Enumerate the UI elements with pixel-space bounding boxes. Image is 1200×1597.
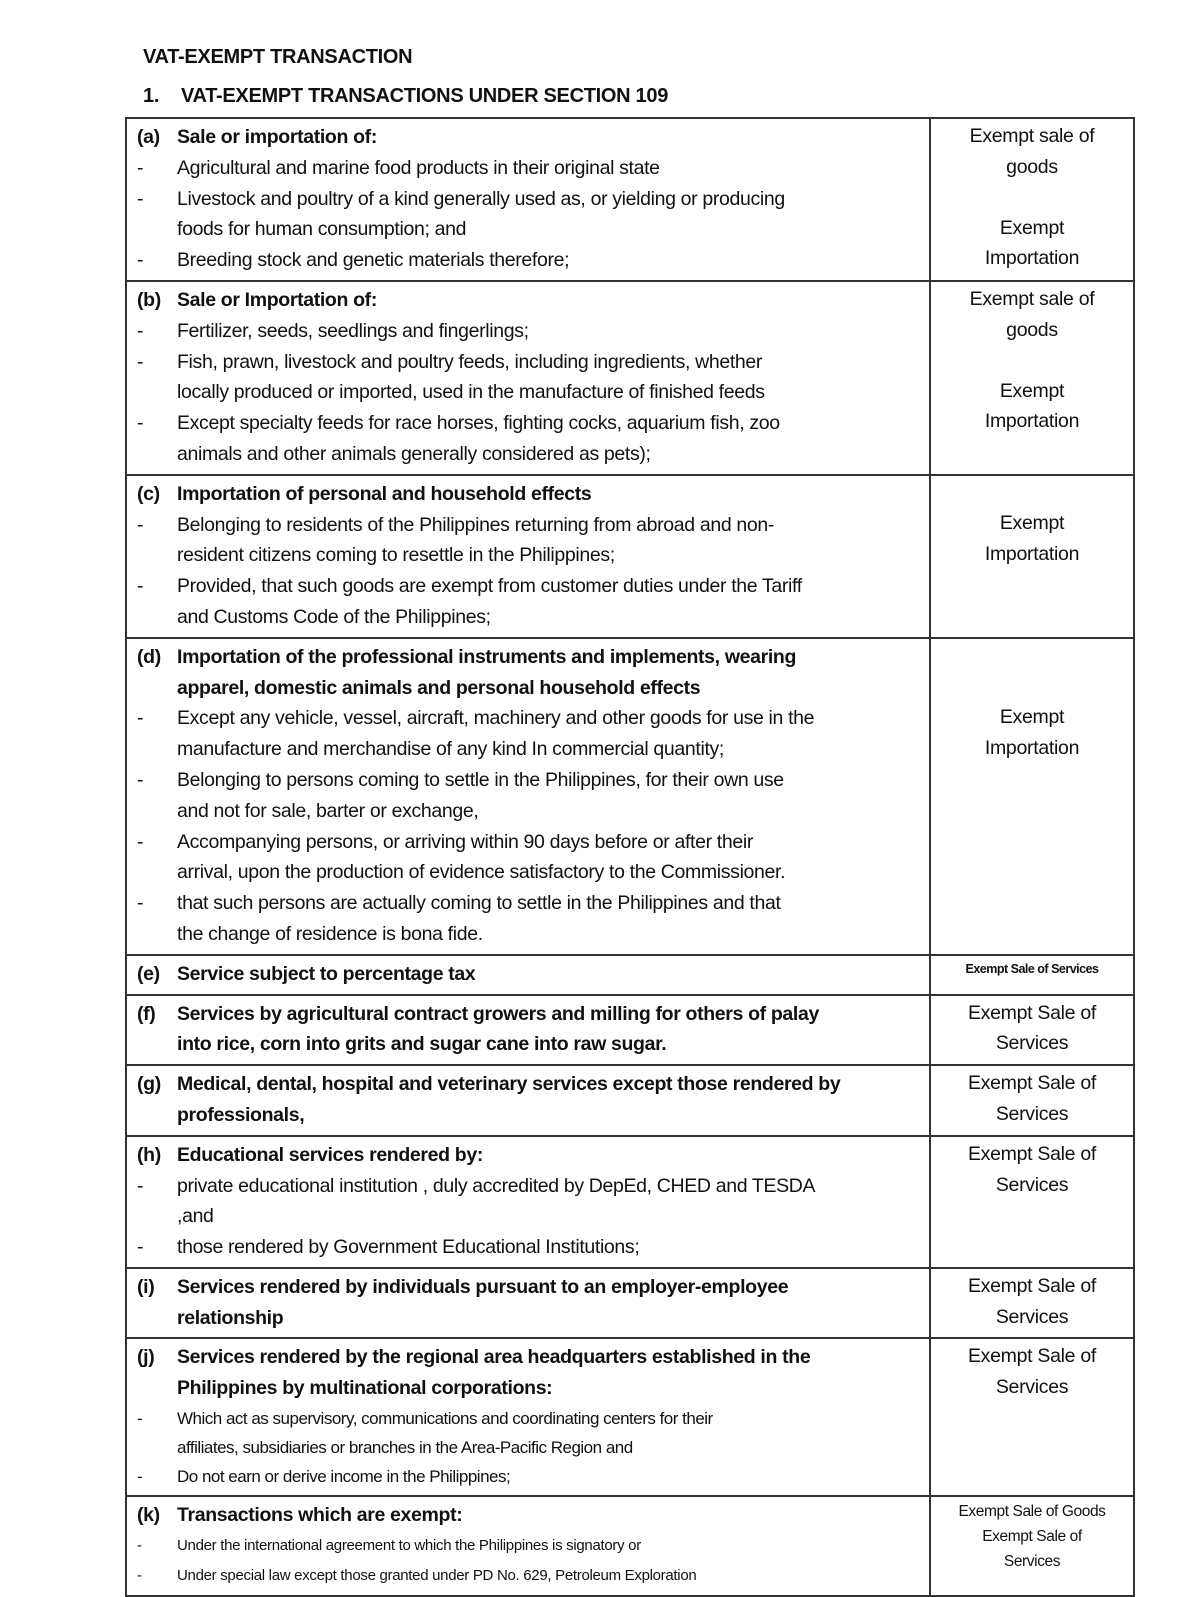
bullet-text: affiliates, subsidiaries or branches in the Area-Pacific Region and: [177, 1438, 633, 1458]
bullet-text: Do not earn or derive income in the Philippines;: [177, 1467, 511, 1487]
bullet-line: [137, 184, 923, 215]
bullet-text: Belonging to residents of the Philippines returning from abroad and non-: [177, 513, 775, 536]
transaction-heading: into rice, corn into grits and sugar cane into raw sugar.: [177, 1033, 667, 1056]
transaction-heading-line: [137, 999, 923, 1030]
transaction-description-cell: [126, 995, 930, 1066]
transaction-heading-line: [137, 1069, 923, 1100]
vat-exempt-table: [125, 117, 1135, 1597]
item-label: (f): [137, 1002, 156, 1025]
bullet-line: [137, 316, 923, 347]
transaction-heading-line: [137, 285, 923, 316]
section-heading-text: VAT-EXEMPT TRANSACTIONS UNDER SECTION 109: [181, 85, 669, 107]
exemption-type-text: Importation: [984, 410, 1080, 433]
transaction-heading-line: [137, 1303, 923, 1334]
bullet-line: [137, 919, 923, 950]
exemption-type-text: Exempt Sale of: [967, 1001, 1097, 1024]
exemption-type-cell: [930, 995, 1134, 1066]
item-label-spacer: [137, 1029, 177, 1060]
transaction-heading: Services rendered by individuals pursuant to an employer-employee: [177, 1275, 789, 1298]
item-label: (j): [137, 1346, 155, 1369]
exemption-type-text: Importation: [984, 736, 1080, 759]
exemption-type-text: Exempt: [999, 379, 1065, 402]
exemption-type-text: Exempt Sale of Goods: [958, 1503, 1106, 1521]
bullet-text: those rendered by Government Educational Institutions;: [177, 1236, 640, 1259]
exemption-type-text: Importation: [984, 247, 1080, 270]
exemption-type-cell: [930, 638, 1134, 955]
bullet-line: [137, 1531, 923, 1561]
exemption-type-text: goods: [1006, 155, 1058, 178]
item-label: (c): [137, 482, 160, 505]
bullet-text: Under the international agreement to which the Philippines is signatory or: [177, 1536, 641, 1554]
exemption-type-cell: [930, 1065, 1134, 1136]
bullet-text: Provided, that such goods are exempt from customer duties under the Tariff: [177, 575, 802, 598]
transaction-heading: Service subject to percentage tax: [177, 962, 476, 985]
bullet-line: [137, 1561, 923, 1591]
bullet-line: [137, 827, 923, 858]
transaction-description-cell: [126, 1065, 930, 1136]
exemption-type-text: Exempt Sale of Services: [965, 961, 1099, 976]
transaction-heading-line: [137, 1373, 923, 1404]
exemption-type-text: Exempt sale of: [969, 287, 1095, 310]
exemption-type-text: Services: [995, 1173, 1069, 1196]
dash-bullet: -: [137, 249, 144, 272]
dash-bullet: -: [137, 1174, 144, 1197]
dash-bullet: -: [137, 350, 144, 373]
transaction-heading-line: [137, 1272, 923, 1303]
bullet-text: Accompanying persons, or arriving within 90 days before or after their: [177, 830, 753, 853]
transaction-heading-line: [137, 122, 923, 153]
bullet-line: [137, 1404, 923, 1433]
transaction-description-cell: [126, 281, 930, 475]
exemption-type-text: Exempt Sale of: [967, 1072, 1097, 1095]
table-row: [126, 118, 1134, 281]
transaction-heading: Services by agricultural contract growers and milling for others of palay: [177, 1002, 819, 1025]
item-label-spacer: [137, 1373, 177, 1404]
transaction-description-cell: [126, 955, 930, 995]
table-row: [126, 995, 1134, 1066]
item-label-spacer: [137, 673, 177, 704]
bullet-text: Except specialty feeds for race horses, fighting cocks, aquarium fish, zoo: [177, 412, 780, 435]
transaction-description-cell: [126, 638, 930, 955]
item-label: (h): [137, 1143, 161, 1166]
transaction-description-cell: [126, 1268, 930, 1339]
transaction-description-cell: [126, 118, 930, 281]
dash-bullet: -: [137, 156, 144, 179]
exemption-type-text: Services: [995, 1305, 1069, 1328]
exemption-type-cell: [930, 1136, 1134, 1268]
exemption-type-text: Services: [1003, 1553, 1061, 1571]
bullet-line: [137, 1232, 923, 1263]
transaction-description-cell: [126, 475, 930, 638]
bullet-line: [137, 540, 923, 571]
dash-bullet: -: [137, 187, 144, 210]
bullet-line: [137, 347, 923, 378]
bullet-line: [137, 888, 923, 919]
exemption-type-text: Services: [995, 1102, 1069, 1125]
item-label: (i): [137, 1275, 155, 1298]
dash-bullet: -: [137, 412, 144, 435]
bullet-text: and not for sale, barter or exchange,: [177, 799, 479, 822]
table-row: [126, 1065, 1134, 1136]
dash-bullet: -: [137, 1566, 142, 1584]
bullet-text: ,and: [177, 1205, 214, 1228]
dash-bullet: -: [137, 1236, 144, 1259]
transaction-heading: Importation of personal and household effects: [177, 482, 592, 505]
bullet-text: foods for human consumption; and: [177, 218, 467, 241]
bullet-line: [137, 1462, 923, 1491]
exemption-type-text: Exempt Sale of: [967, 1142, 1097, 1165]
item-label: (g): [137, 1073, 161, 1096]
dash-bullet: -: [137, 830, 144, 853]
bullet-line: [137, 510, 923, 541]
transaction-heading-line: [137, 1100, 923, 1131]
exemption-type-text: Exempt: [999, 705, 1065, 728]
exemption-type-text: Exempt Sale of: [982, 1528, 1082, 1546]
transaction-heading-line: [137, 1342, 923, 1373]
dash-bullet: -: [137, 892, 144, 915]
table-row: [126, 475, 1134, 638]
section-number: 1.: [143, 85, 160, 107]
bullet-text: and Customs Code of the Philippines;: [177, 605, 491, 628]
bullet-line: [137, 571, 923, 602]
dash-bullet: -: [137, 319, 144, 342]
bullet-line: [137, 1201, 923, 1232]
bullet-text: Fertilizer, seeds, seedlings and fingerlings;: [177, 319, 529, 342]
dash-bullet: -: [137, 513, 144, 536]
transaction-heading: Sale or Importation of:: [177, 288, 377, 311]
bullet-line: [137, 703, 923, 734]
item-label: (e): [137, 962, 160, 985]
bullet-line: [137, 153, 923, 184]
bullet-spacer: [137, 439, 177, 470]
bullet-text: manufacture and merchandise of any kind In commercial quantity;: [177, 738, 724, 761]
bullet-spacer: [137, 377, 177, 408]
transaction-heading: Transactions which are exempt:: [177, 1504, 463, 1527]
bullet-line: [137, 1171, 923, 1202]
transaction-heading: Services rendered by the regional area headquarters established in the: [177, 1346, 811, 1369]
item-label-spacer: [137, 1100, 177, 1131]
transaction-heading: Importation of the professional instruments and implements, wearing: [177, 645, 797, 668]
bullet-line: [137, 734, 923, 765]
transaction-heading: Philippines by multinational corporations:: [177, 1377, 553, 1400]
bullet-text: Agricultural and marine food products in their original state: [177, 156, 660, 179]
bullet-line: [137, 408, 923, 439]
dash-bullet: -: [137, 1467, 143, 1487]
bullet-spacer: [137, 734, 177, 765]
page-title: VAT-EXEMPT TRANSACTION: [143, 46, 413, 68]
bullet-spacer: [137, 796, 177, 827]
item-label: (a): [137, 126, 160, 148]
bullet-text: animals and other animals generally considered as pets);: [177, 442, 651, 465]
bullet-line: [137, 377, 923, 408]
transaction-heading: relationship: [177, 1306, 284, 1329]
bullet-spacer: [137, 214, 177, 245]
dash-bullet: -: [137, 707, 144, 730]
bullet-line: [137, 765, 923, 796]
item-label: (d): [137, 645, 161, 668]
dash-bullet: -: [137, 1409, 143, 1429]
exemption-type-text: Services: [995, 1032, 1069, 1055]
exemption-type-cell: [930, 118, 1134, 281]
transaction-heading: professionals,: [177, 1103, 305, 1126]
bullet-line: [137, 439, 923, 470]
table-row: [126, 638, 1134, 955]
transaction-heading: Sale or importation of:: [177, 126, 377, 148]
table-row: [126, 1268, 1134, 1339]
transaction-heading-line: [137, 479, 923, 510]
item-label: (k): [137, 1504, 160, 1527]
exemption-type-cell: [930, 955, 1134, 995]
exemption-type-text: Services: [995, 1376, 1069, 1399]
exemption-type-text: Exempt sale of: [969, 125, 1095, 147]
exemption-type-text: Exempt: [999, 511, 1065, 534]
exemption-type-cell: [930, 281, 1134, 475]
bullet-spacer: [137, 602, 177, 633]
transaction-heading: Medical, dental, hospital and veterinary services except those rendered by: [177, 1073, 841, 1096]
table-row: [126, 1136, 1134, 1268]
exemption-type-text: Exempt: [999, 216, 1065, 239]
bullet-text: the change of residence is bona fide.: [177, 922, 483, 945]
transaction-heading: apparel, domestic animals and personal household effects: [177, 676, 701, 699]
bullet-text: resident citizens coming to resettle in the Philippines;: [177, 544, 615, 567]
bullet-text: locally produced or imported, used in the manufacture of finished feeds: [177, 381, 765, 404]
dash-bullet: -: [137, 768, 144, 791]
bullet-text: Livestock and poultry of a kind generally used as, or yielding or producing: [177, 187, 785, 210]
dash-bullet: -: [137, 1536, 142, 1554]
bullet-spacer: [137, 1201, 177, 1232]
transaction-heading-line: [137, 673, 923, 704]
exemption-type-text: Importation: [984, 542, 1080, 565]
transaction-description-cell: [126, 1136, 930, 1268]
bullet-line: [137, 857, 923, 888]
bullet-line: [137, 602, 923, 633]
bullet-line: [137, 245, 923, 276]
bullet-text: that such persons are actually coming to settle in the Philippines and that: [177, 892, 781, 915]
bullet-text: private educational institution , duly accredited by DepEd, CHED and TESDA: [177, 1174, 816, 1197]
transaction-heading-line: [137, 1029, 923, 1060]
exemption-type-cell: [930, 1338, 1134, 1496]
transaction-heading-line: [137, 1140, 923, 1171]
bullet-line: [137, 214, 923, 245]
bullet-spacer: [137, 540, 177, 571]
transaction-description-cell: [126, 1338, 930, 1496]
bullet-line: [137, 1433, 923, 1462]
transaction-heading: Educational services rendered by:: [177, 1143, 483, 1166]
bullet-spacer: [137, 1433, 177, 1462]
exemption-type-text: goods: [1006, 318, 1058, 341]
table-row: [126, 1496, 1134, 1596]
transaction-heading-line: [137, 959, 923, 990]
bullet-text: arrival, upon the production of evidence satisfactory to the Commissioner.: [177, 861, 786, 884]
bullet-text: Belonging to persons coming to settle in the Philippines, for their own use: [177, 768, 784, 791]
bullet-line: [137, 796, 923, 827]
table-row: [126, 281, 1134, 475]
exemption-type-text: Exempt Sale of: [967, 1274, 1097, 1297]
bullet-text: Under special law except those granted under PD No. 629, Petroleum Exploration: [177, 1566, 697, 1584]
bullet-text: Fish, prawn, livestock and poultry feeds, including ingredients, whether: [177, 350, 763, 373]
bullet-text: Which act as supervisory, communications and coordinating centers for their: [177, 1409, 713, 1429]
dash-bullet: -: [137, 575, 144, 598]
bullet-text: Except any vehicle, vessel, aircraft, machinery and other goods for use in the: [177, 707, 815, 730]
bullet-text: Breeding stock and genetic materials therefore;: [177, 249, 570, 272]
exemption-type-cell: [930, 475, 1134, 638]
transaction-description-cell: [126, 1496, 930, 1596]
transaction-heading-line: [137, 1500, 923, 1531]
item-label: (b): [137, 288, 161, 311]
bullet-spacer: [137, 857, 177, 888]
table-row: [126, 955, 1134, 995]
table-row: [126, 1338, 1134, 1496]
exemption-type-cell: [930, 1268, 1134, 1339]
section-heading: [143, 85, 668, 108]
exemption-type-text: Exempt Sale of: [967, 1345, 1097, 1368]
exemption-type-cell: [930, 1496, 1134, 1596]
item-label-spacer: [137, 1303, 177, 1334]
transaction-heading-line: [137, 642, 923, 673]
bullet-spacer: [137, 919, 177, 950]
